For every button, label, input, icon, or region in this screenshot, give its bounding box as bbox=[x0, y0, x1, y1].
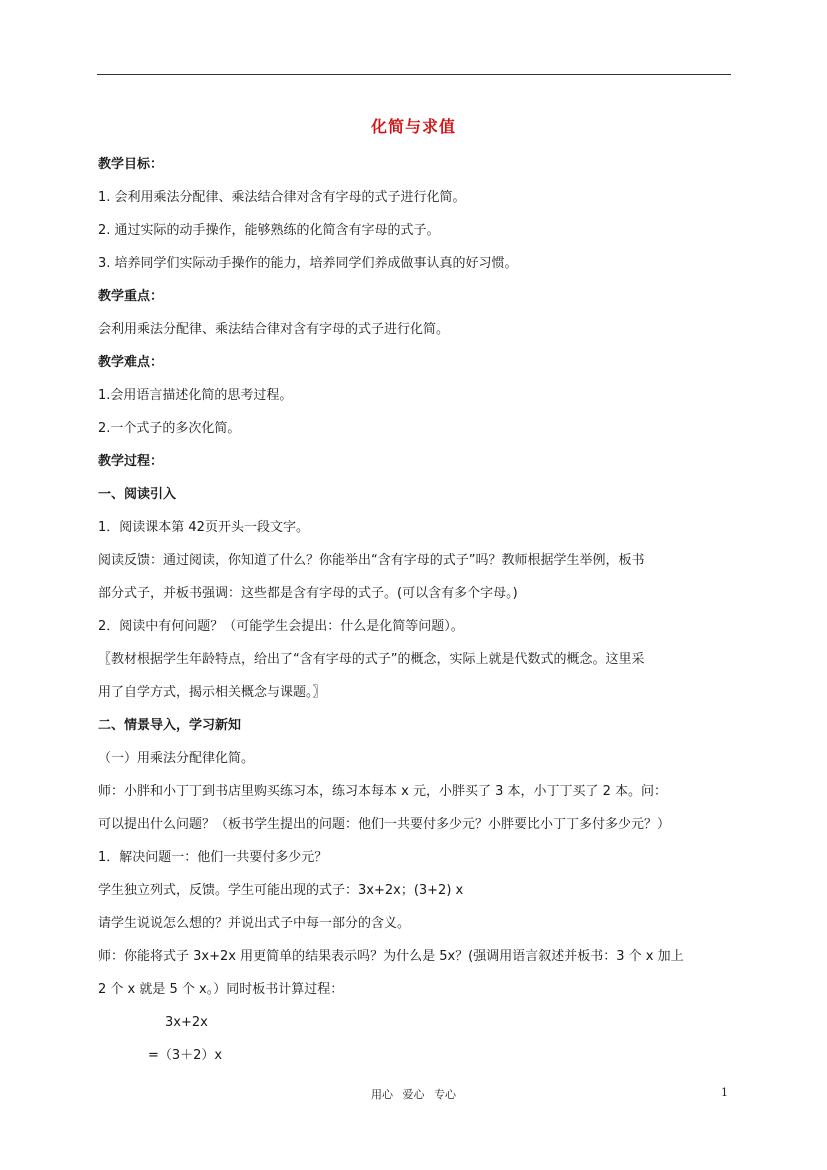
section-heading: 二、情景导入，学习新知 bbox=[98, 718, 242, 733]
paragraph: （一）用乘法分配律化简。 bbox=[98, 751, 255, 766]
header-rule bbox=[97, 74, 731, 75]
paragraph: 可以提出什么问题？（板书学生提出的问题：他们一共要付多少元？小胖要比小丁丁多付多少元？） bbox=[98, 817, 671, 832]
paragraph: 2．阅读中有何问题？（可能学生会提出：什么是化简等问题）。 bbox=[98, 619, 464, 634]
page-number: 1 bbox=[721, 1086, 728, 1099]
paragraph: 2. 通过实际的动手操作，能够熟练的化简含有字母的式子。 bbox=[98, 223, 440, 238]
paragraph: 部分式子，并板书强调：这些都是含有字母的式子。(可以含有多个字母。) bbox=[98, 586, 518, 601]
document-title: 化简与求值 bbox=[370, 117, 456, 136]
heading-objectives: 教学目标： bbox=[98, 157, 164, 172]
paragraph: 用了自学方式，揭示相关概念与课题。〗 bbox=[98, 685, 326, 700]
paragraph: 会利用乘法分配律、乘法结合律对含有字母的式子进行化简。 bbox=[98, 322, 450, 337]
paragraph: 1. 会利用乘法分配律、乘法结合律对含有字母的式子进行化简。 bbox=[98, 190, 466, 205]
footer-motto: 用心 爱心 专心 bbox=[371, 1088, 456, 1101]
paragraph: 2.一个式子的多次化简。 bbox=[98, 421, 241, 436]
paragraph: 师：你能将式子 3x+2x 用更简单的结果表示吗？为什么是 5x？(强调用语言叙述并板书：3 个 x 加上 bbox=[98, 949, 684, 964]
paragraph: 2 个 x 就是 5 个 x。）同时板书计算过程： bbox=[98, 982, 344, 997]
paragraph: 1．解决问题一：他们一共要付多少元？ bbox=[98, 850, 328, 865]
paragraph: 3. 培养同学们实际动手操作的能力，培养同学们养成做事认真的好习惯。 bbox=[98, 256, 518, 271]
heading-key-points: 教学重点： bbox=[98, 289, 164, 304]
paragraph: 师：小胖和小丁丁到书店里购买练习本，练习本每本 x 元，小胖买了 3 本，小丁丁买了 2 本。问： bbox=[98, 784, 668, 799]
paragraph: 请学生说说怎么想的？并说出式子中每一部分的含义。 bbox=[98, 916, 411, 931]
math-expression: =（3＋2）x bbox=[148, 1048, 223, 1063]
paragraph: 〖教材根据学生年龄特点，给出了“含有字母的式子”的概念，实际上就是代数式的概念。这里采 bbox=[98, 652, 645, 667]
heading-difficulties: 教学难点： bbox=[98, 355, 164, 370]
paragraph: 学生独立列式，反馈。学生可能出现的式子：3x+2x；(3+2) x bbox=[98, 883, 464, 898]
paragraph: 1．阅读课本第 42页开头一段文字。 bbox=[98, 520, 309, 535]
math-expression: 3x+2x bbox=[165, 1015, 208, 1030]
paragraph: 阅读反馈：通过阅读，你知道了什么？你能举出“含有字母的式子”吗？教师根据学生举例，板书 bbox=[98, 553, 645, 568]
paragraph: 1.会用语言描述化简的思考过程。 bbox=[98, 388, 293, 403]
section-heading: 一、阅读引入 bbox=[98, 487, 177, 502]
heading-process: 教学过程： bbox=[98, 454, 164, 469]
document-body bbox=[98, 148, 734, 1072]
